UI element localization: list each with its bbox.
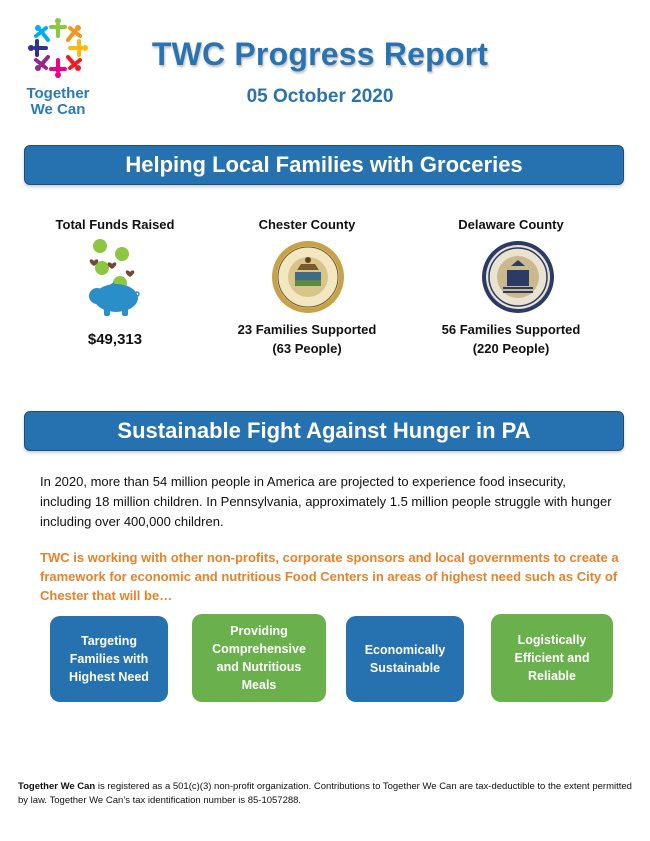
goal-box-targeting: [50, 616, 168, 702]
page-title: TWC Progress Report: [151, 36, 489, 72]
footer-disclaimer: [18, 780, 633, 808]
delaware-heading: Delaware County: [458, 217, 564, 232]
goal-box-label: Logistically Efficient and Reliable: [514, 633, 590, 683]
goal-box-label: Providing Comprehensive and Nutritious Meals: [212, 624, 306, 692]
funds-heading: Total Funds Raised: [55, 217, 175, 232]
together-we-can-logo: [12, 14, 104, 124]
piggy-bank-icon: [78, 236, 150, 318]
hunger-paragraph: In 2020, more than 54 million people in America are projected to experience food insecurity, including 18 million children. In Pennsylvania, approximately 1.5 million people struggle with hunger including over 400,000 children.: [40, 474, 612, 529]
footer-org-name: Together We Can: [18, 781, 96, 792]
delaware-families-line2: (220 People): [472, 341, 550, 356]
report-date: 05 October 2020: [246, 86, 394, 107]
chester-families-line2: (63 People): [272, 341, 342, 356]
section-banner-groceries: Helping Local Families with Groceries: [24, 145, 624, 185]
logo-text-line2: We Can: [30, 101, 86, 118]
footer-text: is registered as a 501(c)(3) non-profit organization. Contributions to Together We Can are tax-deductible to the extent permitted by law. Together We Can’s tax identification number is 85-1057288.: [18, 781, 632, 806]
chester-county-seal-icon: [271, 240, 345, 314]
goal-box-logistically: [491, 614, 613, 702]
twc-mission-statement: TWC is working with other non-profits, corporate sponsors and local governments to create a framework for economic and nutritious Food Centers in areas of highest need such as City of Chester that will be…: [40, 550, 619, 603]
delaware-families-line1: 56 Families Supported: [441, 322, 581, 337]
logo-text-line1: Together: [26, 85, 90, 102]
chester-heading: Chester County: [258, 217, 356, 232]
goal-box-label: Economically Sustainable: [364, 643, 446, 675]
goal-box-economically: [346, 616, 464, 702]
goal-box-label: Targeting Families with Highest Need: [69, 634, 149, 684]
people-circle-icon: [24, 14, 92, 82]
delaware-county-seal-icon: [481, 240, 555, 314]
funds-raised-value: $49,313: [87, 331, 143, 348]
delaware-families: [416, 320, 606, 358]
chester-families-line1: 23 Families Supported: [237, 322, 377, 337]
section-banner-hunger: Sustainable Fight Against Hunger in PA: [24, 411, 624, 451]
chester-families: [212, 320, 402, 358]
goal-box-providing: [192, 614, 326, 702]
